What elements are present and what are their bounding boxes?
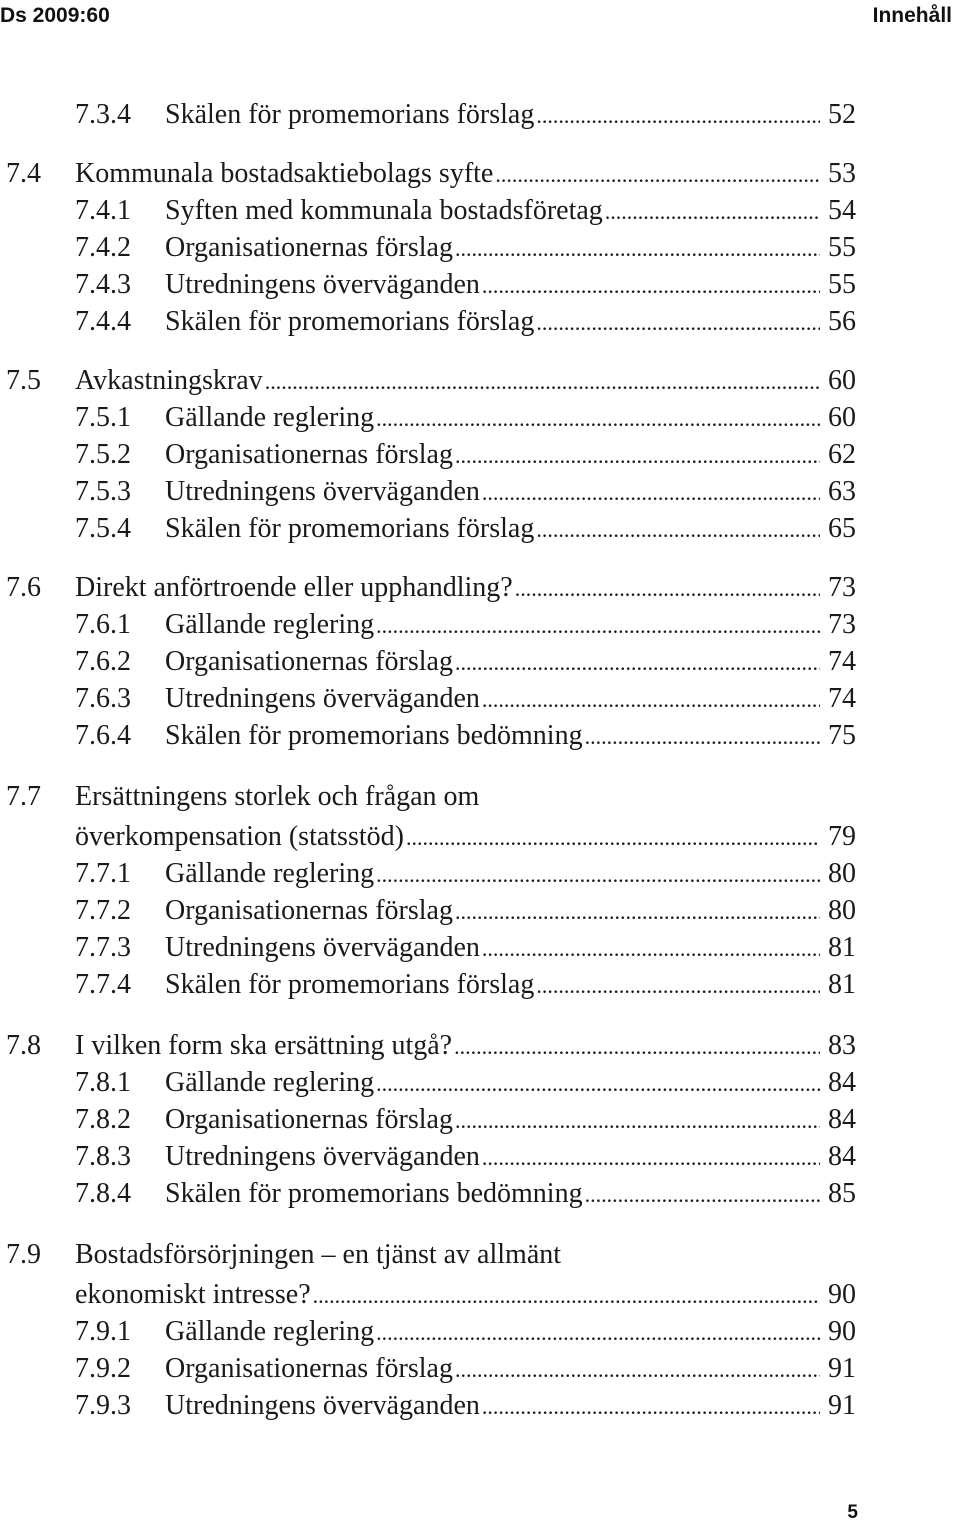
- toc-entry-title-line: [165, 1140, 822, 1175]
- toc-entry-number: 7.9: [6, 1239, 41, 1270]
- toc-entry-number: 7.9.2: [75, 1353, 131, 1384]
- toc-entry-title-line: [165, 931, 822, 966]
- toc-entry-title-line: [165, 98, 822, 133]
- toc-entry-title: I vilken form ska ersättning utgå?: [75, 1030, 453, 1061]
- toc-entry-section[interactable]: [0, 98, 960, 132]
- dot-leader: [585, 1178, 820, 1212]
- toc-entry-title: Utredningens överväganden: [165, 1390, 480, 1421]
- dot-leader: [455, 895, 820, 929]
- toc-entry-title: Utredningens överväganden: [165, 269, 480, 300]
- toc-entry-page-number: 91: [828, 1390, 856, 1421]
- toc-entry-page-number: 74: [828, 646, 856, 677]
- dot-leader: [376, 858, 820, 892]
- toc-entry-page-number: 53: [828, 158, 856, 189]
- toc-entry-title-line: [165, 608, 822, 643]
- toc-entry-page-number: 60: [828, 402, 856, 433]
- dot-leader: [454, 1030, 820, 1064]
- toc-entry-number: 7.5.2: [75, 439, 131, 470]
- toc-entry-page-number: 80: [828, 858, 856, 889]
- toc-entry-page-number: 52: [828, 99, 856, 130]
- toc-entry-page-number: 84: [828, 1067, 856, 1098]
- toc-entry-title: Gällande reglering: [165, 1067, 375, 1098]
- toc-entry-page-number: 74: [828, 683, 856, 714]
- toc-entry-section[interactable]: [0, 194, 960, 228]
- toc-entry-section[interactable]: [0, 719, 960, 753]
- toc-entry-page-number: 65: [828, 513, 856, 544]
- toc-entry-number: 7.4.2: [75, 232, 131, 263]
- dot-leader: [406, 821, 820, 855]
- toc-entry-page-number: 85: [828, 1178, 856, 1209]
- toc-entry-title-line: [165, 857, 822, 892]
- toc-entry-section[interactable]: [0, 857, 960, 891]
- toc-entry-number: 7.8.1: [75, 1067, 131, 1098]
- toc-entry-number: 7.7.1: [75, 858, 131, 889]
- dot-leader: [265, 365, 820, 399]
- dot-leader: [482, 1141, 820, 1175]
- toc-entry-title-line: [165, 438, 822, 473]
- toc-entry-section[interactable]: [0, 682, 960, 716]
- toc-entry-section[interactable]: [0, 1066, 960, 1100]
- toc-entry-title-line: [165, 1066, 822, 1101]
- toc-entry-title-line: [165, 645, 822, 680]
- toc-entry-section[interactable]: [0, 438, 960, 472]
- toc-entry-title-line: [165, 682, 822, 717]
- toc-entry-number: 7.6.2: [75, 646, 131, 677]
- toc-entry-number: 7.8.4: [75, 1178, 131, 1209]
- dot-leader: [536, 99, 820, 133]
- toc-entry-number: 7.7: [6, 781, 41, 812]
- dot-leader: [495, 158, 820, 192]
- toc-entry-chapter[interactable]: [0, 571, 960, 605]
- toc-entry-title: Organisationernas förslag: [165, 439, 453, 470]
- toc-entry-title-line: [165, 719, 822, 754]
- dot-leader: [455, 646, 820, 680]
- toc-entry-title-line1: Bostadsförsörjningen – en tjänst av allmänt: [75, 1239, 562, 1270]
- toc-entry-title-line: [75, 571, 822, 606]
- toc-entry-number: 7.9.3: [75, 1390, 131, 1421]
- toc-entry-section[interactable]: [0, 1103, 960, 1137]
- toc-entry-title-line: [165, 268, 822, 303]
- dot-leader: [376, 402, 820, 436]
- dot-leader: [536, 306, 820, 340]
- toc-entry-title: Skälen för promemorians förslag: [165, 99, 535, 130]
- toc-entry-page-number: 60: [828, 365, 856, 396]
- toc-entry-page-number: 91: [828, 1353, 856, 1384]
- toc-entry-section[interactable]: [0, 512, 960, 546]
- toc-entry-title: överkompensation (statsstöd): [75, 821, 404, 852]
- toc-entry-number: 7.5.1: [75, 402, 131, 433]
- toc-entry-title-line: [165, 894, 822, 929]
- toc-entry-number: 7.4.1: [75, 195, 131, 226]
- toc-entry-title: Syften med kommunala bostadsföretag: [165, 195, 603, 226]
- toc-entry-title-line: [75, 1278, 822, 1313]
- toc-entry-page-number: 90: [828, 1316, 856, 1347]
- toc-entry-title-line: [165, 231, 822, 266]
- toc-entry-first-line: [0, 1238, 960, 1272]
- toc-entry-title-line: [165, 1103, 822, 1138]
- running-header-section: Innehåll: [872, 4, 952, 27]
- toc-entry-section[interactable]: [0, 894, 960, 928]
- toc-entry-title-line: [165, 305, 822, 340]
- toc-entry-number: 7.6.1: [75, 609, 131, 640]
- toc-entry-title: Skälen för promemorians bedömning: [165, 720, 583, 751]
- toc-entry-page-number: 80: [828, 895, 856, 926]
- toc-entry-section[interactable]: [0, 401, 960, 435]
- toc-entry-title: Skälen för promemorians förslag: [165, 306, 535, 337]
- toc-entry-section[interactable]: [0, 645, 960, 679]
- dot-leader: [376, 1316, 820, 1350]
- dot-leader: [376, 609, 820, 643]
- toc-entry-page-number: 81: [828, 932, 856, 963]
- toc-entry-page-number: 73: [828, 609, 856, 640]
- toc-entry-title-line: [75, 820, 822, 855]
- page-number: 5: [847, 1502, 858, 1523]
- toc-entry-title: Skälen för promemorians bedömning: [165, 1178, 583, 1209]
- toc-entry-chapter[interactable]: [0, 157, 960, 191]
- toc-entry-title: Avkastningskrav: [75, 365, 263, 396]
- dot-leader: [482, 932, 820, 966]
- toc-entry-title-line: [75, 364, 822, 399]
- toc-entry-section[interactable]: [0, 305, 960, 339]
- toc-entry-first-line: [0, 780, 960, 814]
- toc-entry-title-line: [165, 512, 822, 547]
- toc-entry-page-number: 62: [828, 439, 856, 470]
- toc-entry-title: ekonomiskt intresse?: [75, 1279, 311, 1310]
- toc-entry-page-number: 90: [828, 1279, 856, 1310]
- toc-entry-page-number: 75: [828, 720, 856, 751]
- toc-entry-chapter[interactable]: [0, 820, 960, 854]
- dot-leader: [536, 513, 820, 547]
- toc-entry-section[interactable]: [0, 1389, 960, 1423]
- toc-entry-page-number: 83: [828, 1030, 856, 1061]
- toc-entry-title: Utredningens överväganden: [165, 1141, 480, 1172]
- toc-entry-number: 7.8.2: [75, 1104, 131, 1135]
- toc-entry-title: Skälen för promemorians förslag: [165, 969, 535, 1000]
- toc-entry-section[interactable]: [0, 231, 960, 265]
- toc-entry-number: 7.9.1: [75, 1316, 131, 1347]
- dot-leader: [585, 720, 820, 754]
- toc-entry-number: 7.3.4: [75, 99, 131, 130]
- dot-leader: [605, 195, 820, 229]
- toc-entry-page-number: 73: [828, 572, 856, 603]
- toc-entry-title-line: [165, 194, 822, 229]
- toc-entry-page-number: 81: [828, 969, 856, 1000]
- toc-entry-section[interactable]: [0, 1177, 960, 1211]
- toc-entry-number: 7.6.3: [75, 683, 131, 714]
- toc-entry-page-number: 56: [828, 306, 856, 337]
- dot-leader: [455, 439, 820, 473]
- toc-entry-section[interactable]: [0, 475, 960, 509]
- toc-entry-number: 7.5.4: [75, 513, 131, 544]
- toc-entry-section[interactable]: [0, 931, 960, 965]
- toc-entry-number: 7.5.3: [75, 476, 131, 507]
- toc-entry-page-number: 55: [828, 269, 856, 300]
- running-header-document-id: Ds 2009:60: [0, 4, 110, 27]
- toc-entry-number: 7.4.3: [75, 269, 131, 300]
- toc-entry-title: Gällande reglering: [165, 1316, 375, 1347]
- toc-entry-section[interactable]: [0, 1352, 960, 1386]
- toc-entry-title-line: [165, 1352, 822, 1387]
- toc-entry-title: Utredningens överväganden: [165, 476, 480, 507]
- toc-entry-number: 7.4: [6, 158, 41, 189]
- toc-entry-title-line: [165, 1389, 822, 1424]
- toc-entry-number: 7.7.4: [75, 969, 131, 1000]
- toc-entry-title-line: [75, 1029, 822, 1064]
- toc-entry-number: 7.7.3: [75, 932, 131, 963]
- dot-leader: [482, 476, 820, 510]
- toc-entry-title: Utredningens överväganden: [165, 932, 480, 963]
- toc-entry-section[interactable]: [0, 968, 960, 1002]
- toc-entry-number: 7.6.4: [75, 720, 131, 751]
- toc-entry-title: Direkt anförtroende eller upphandling?: [75, 572, 513, 603]
- toc-entry-title: Gällande reglering: [165, 402, 375, 433]
- toc-entry-page-number: 54: [828, 195, 856, 226]
- toc-entry-title: Organisationernas förslag: [165, 1104, 453, 1135]
- toc-entry-page-number: 79: [828, 821, 856, 852]
- toc-entry-title: Gällande reglering: [165, 858, 375, 889]
- dot-leader: [482, 683, 820, 717]
- dot-leader: [376, 1067, 820, 1101]
- toc-entry-number: 7.6: [6, 572, 41, 603]
- toc-entry-number: 7.4.4: [75, 306, 131, 337]
- dot-leader: [482, 269, 820, 303]
- toc-entry-number: 7.5: [6, 365, 41, 396]
- toc-entry-title-line: [165, 1177, 822, 1212]
- toc-entry-title-line: [165, 401, 822, 436]
- toc-entry-page-number: 84: [828, 1141, 856, 1172]
- toc-entry-section[interactable]: [0, 608, 960, 642]
- toc-entry-page-number: 63: [828, 476, 856, 507]
- dot-leader: [455, 232, 820, 266]
- toc-entry-chapter[interactable]: [0, 364, 960, 398]
- toc-entry-section[interactable]: [0, 268, 960, 302]
- toc-entry-title: Organisationernas förslag: [165, 895, 453, 926]
- dot-leader: [536, 969, 820, 1003]
- dot-leader: [313, 1279, 820, 1313]
- dot-leader: [455, 1353, 820, 1387]
- toc-entry-title: Utredningens överväganden: [165, 683, 480, 714]
- toc-entry-title: Skälen för promemorians förslag: [165, 513, 535, 544]
- toc-entry-chapter[interactable]: [0, 1029, 960, 1063]
- dot-leader: [482, 1390, 820, 1424]
- toc-entry-title: Organisationernas förslag: [165, 1353, 453, 1384]
- toc-entry-title-line: [165, 475, 822, 510]
- toc-entry-number: 7.8: [6, 1030, 41, 1061]
- toc-entry-chapter[interactable]: [0, 1278, 960, 1312]
- toc-entry-title: Gällande reglering: [165, 609, 375, 640]
- toc-entry-section[interactable]: [0, 1140, 960, 1174]
- toc-entry-title-line: [165, 968, 822, 1003]
- toc-entry-page-number: 55: [828, 232, 856, 263]
- toc-entry-page-number: 84: [828, 1104, 856, 1135]
- toc-entry-number: 7.8.3: [75, 1141, 131, 1172]
- toc-entry-title: Kommunala bostadsaktiebolags syfte: [75, 158, 494, 189]
- toc-entry-title: Organisationernas förslag: [165, 646, 453, 677]
- dot-leader: [515, 572, 820, 606]
- toc-entry-title-line1: Ersättningens storlek och frågan om: [75, 781, 480, 812]
- toc-entry-title: Organisationernas förslag: [165, 232, 453, 263]
- toc-entry-title-line: [75, 157, 822, 192]
- toc-entry-section[interactable]: [0, 1315, 960, 1349]
- toc-entry-title-line: [165, 1315, 822, 1350]
- toc-entry-number: 7.7.2: [75, 895, 131, 926]
- dot-leader: [455, 1104, 820, 1138]
